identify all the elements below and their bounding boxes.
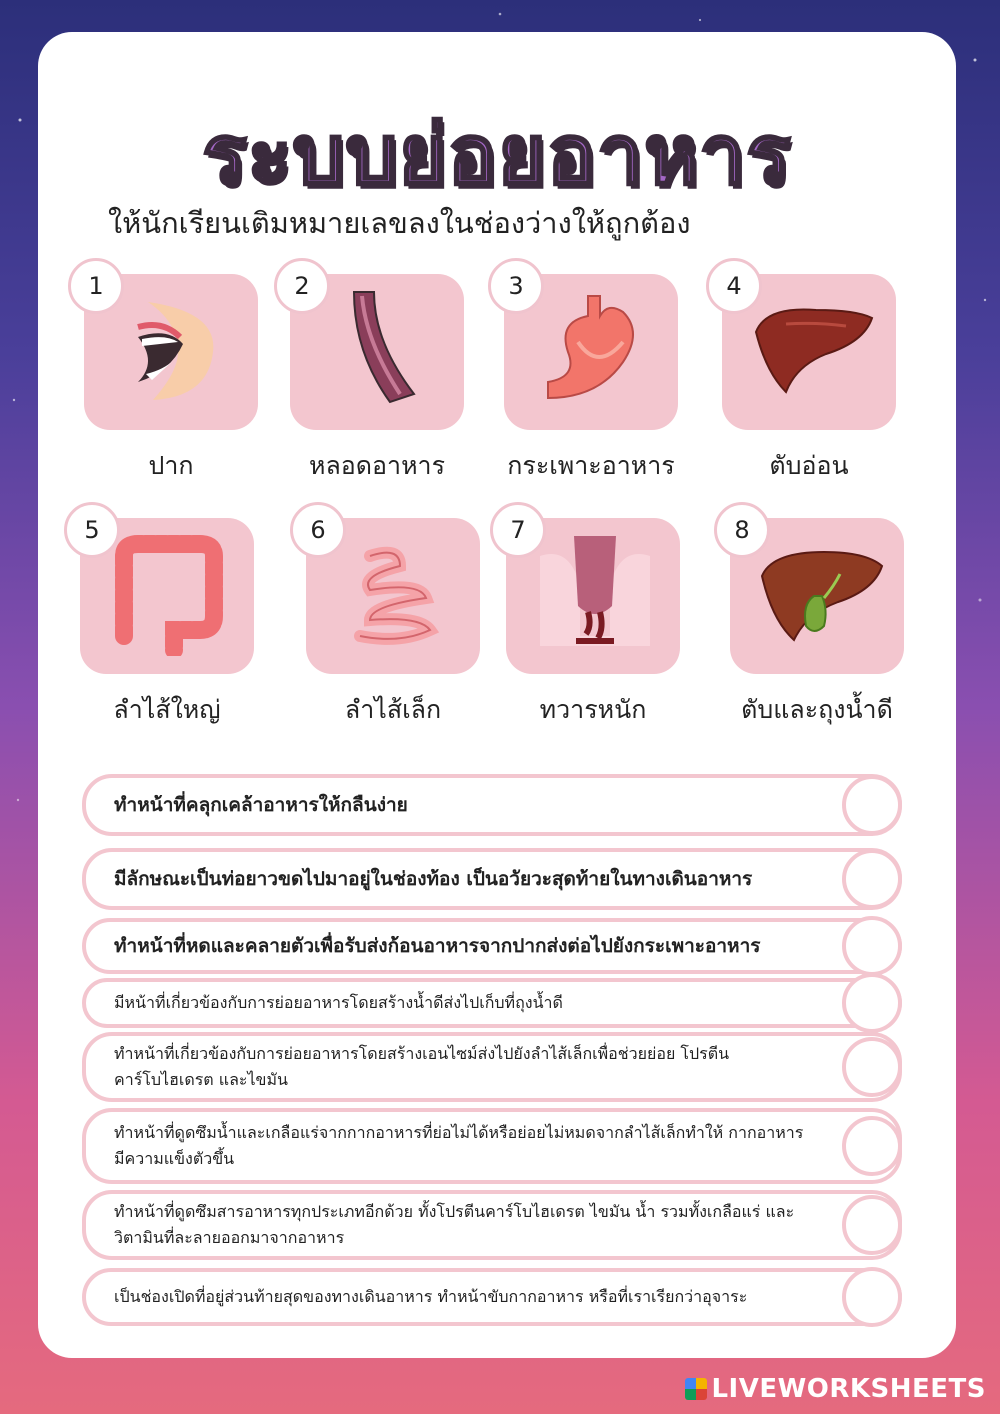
mouth-icon: [108, 282, 238, 412]
organ-card-8: [714, 502, 904, 732]
description-row-3: [82, 918, 902, 974]
description-row-6: [82, 1108, 902, 1184]
brand-text: LIVEWORKSHEETS: [711, 1374, 986, 1404]
organ-label: ลำไส้เล็ก: [344, 695, 442, 724]
answer-circle-input[interactable]: [842, 1195, 902, 1255]
organ-label: กระเพาะอาหาร: [507, 451, 675, 480]
organ-number: 1: [68, 258, 124, 314]
description-row-1: [82, 774, 902, 836]
organ-label: ตับและถุงน้ำดี: [741, 695, 893, 724]
organ-card-5: [64, 502, 254, 732]
organ-card-2: [274, 258, 464, 488]
answer-circle-input[interactable]: [842, 1037, 902, 1097]
organ-number: 8: [714, 502, 770, 558]
organ-number: 3: [488, 258, 544, 314]
organ-label: หลอดอาหาร: [308, 451, 446, 480]
description-row-4: [82, 978, 902, 1028]
answer-circle-input[interactable]: [842, 1116, 902, 1176]
answer-circle-input[interactable]: [842, 1267, 902, 1327]
description-text: มีลักษณะเป็นท่อยาวขดไปมาอยู่ในช่องท้อง เป็นอวัยวะสุดท้ายในทางเดินอาหาร: [114, 867, 753, 890]
organ-label: ปาก: [148, 451, 194, 480]
small-intestine-icon: [330, 526, 460, 656]
liveworksheets-logo-icon: [685, 1378, 707, 1400]
organ-card-1: [68, 258, 258, 488]
answer-circle-input[interactable]: [842, 775, 902, 835]
organ-card-4: [706, 258, 896, 488]
organ-card-7: [490, 502, 680, 732]
answer-circle-input[interactable]: [842, 916, 902, 976]
liver-gallbladder-icon: [754, 526, 884, 656]
description-row-5: [82, 1032, 902, 1102]
answer-circle-input[interactable]: [842, 973, 902, 1033]
description-text: ทำหน้าที่คลุกเคล้าอาหารให้กลืนง่าย: [114, 793, 408, 816]
organ-card-3: [488, 258, 678, 488]
description-text: ทำหน้าที่ดูดซึมสารอาหารทุกประเภทอีกด้วย ทั้งโปรตีนคาร์โบไฮเดรต ไขมัน น้ำ รวมทั้งเกลือแร่ และวิตามินที่ละลายออกมาจากอาหาร: [114, 1202, 795, 1247]
liveworksheets-brand[interactable]: [685, 1374, 986, 1404]
description-text: มีหน้าที่เกี่ยวข้องกับการย่อยอาหารโดยสร้างน้ำดีส่งไปเก็บที่ถุงน้ำดี: [114, 993, 563, 1013]
organ-number: 7: [490, 502, 546, 558]
organ-label: ตับอ่อน: [769, 451, 849, 480]
organ-number: 6: [290, 502, 346, 558]
organ-number: 2: [274, 258, 330, 314]
description-row-8: [82, 1268, 902, 1326]
organ-card-6: [290, 502, 480, 732]
description-text: ทำหน้าที่เกี่ยวข้องกับการย่อยอาหารโดยสร้างเอนไซม์ส่งไปยังลำไส้เล็กเพื่อช่วยย่อย โปรตีน คาร์โบไฮเดรต และไขมัน: [114, 1044, 730, 1089]
description-row-7: [82, 1190, 902, 1260]
description-text: เป็นช่องเปิดที่อยู่ส่วนท้ายสุดของทางเดินอาหาร ทำหน้าขับกากอาหาร หรือที่เราเรียกว่าอุจาระ: [114, 1287, 748, 1307]
organ-number: 4: [706, 258, 762, 314]
esophagus-icon: [314, 282, 444, 412]
description-text: ทำหน้าที่ดูดซึมน้ำและเกลือแร่จากกากอาหารที่ย่อไม่ได้หรือย่อยไม่หมดจากลำไส้เล็กทำให้ กากอาหารมีความแข็งตัวขึ้น: [114, 1123, 804, 1168]
description-row-2: [82, 848, 902, 910]
description-text: ทำหน้าที่หดและคลายตัวเพื่อรับส่งก้อนอาหารจากปากส่งต่อไปยังกระเพาะอาหาร: [114, 934, 761, 957]
worksheet-title: ระบบย่อยอาหาร: [202, 108, 792, 203]
organ-label: ลำไส้ใหญ่: [113, 695, 221, 724]
large-intestine-icon: [104, 526, 234, 656]
rectum-icon: [530, 526, 660, 656]
answer-circle-input[interactable]: [842, 849, 902, 909]
pancreas-icon: [746, 282, 876, 412]
organ-number: 5: [64, 502, 120, 558]
organ-label: ทวารหนัก: [539, 695, 647, 724]
worksheet-card: [38, 32, 956, 1358]
stomach-icon: [528, 282, 658, 412]
worksheet-instruction: ให้นักเรียนเติมหมายเลขลงในช่องว่างให้ถูกต้อง: [108, 206, 691, 240]
